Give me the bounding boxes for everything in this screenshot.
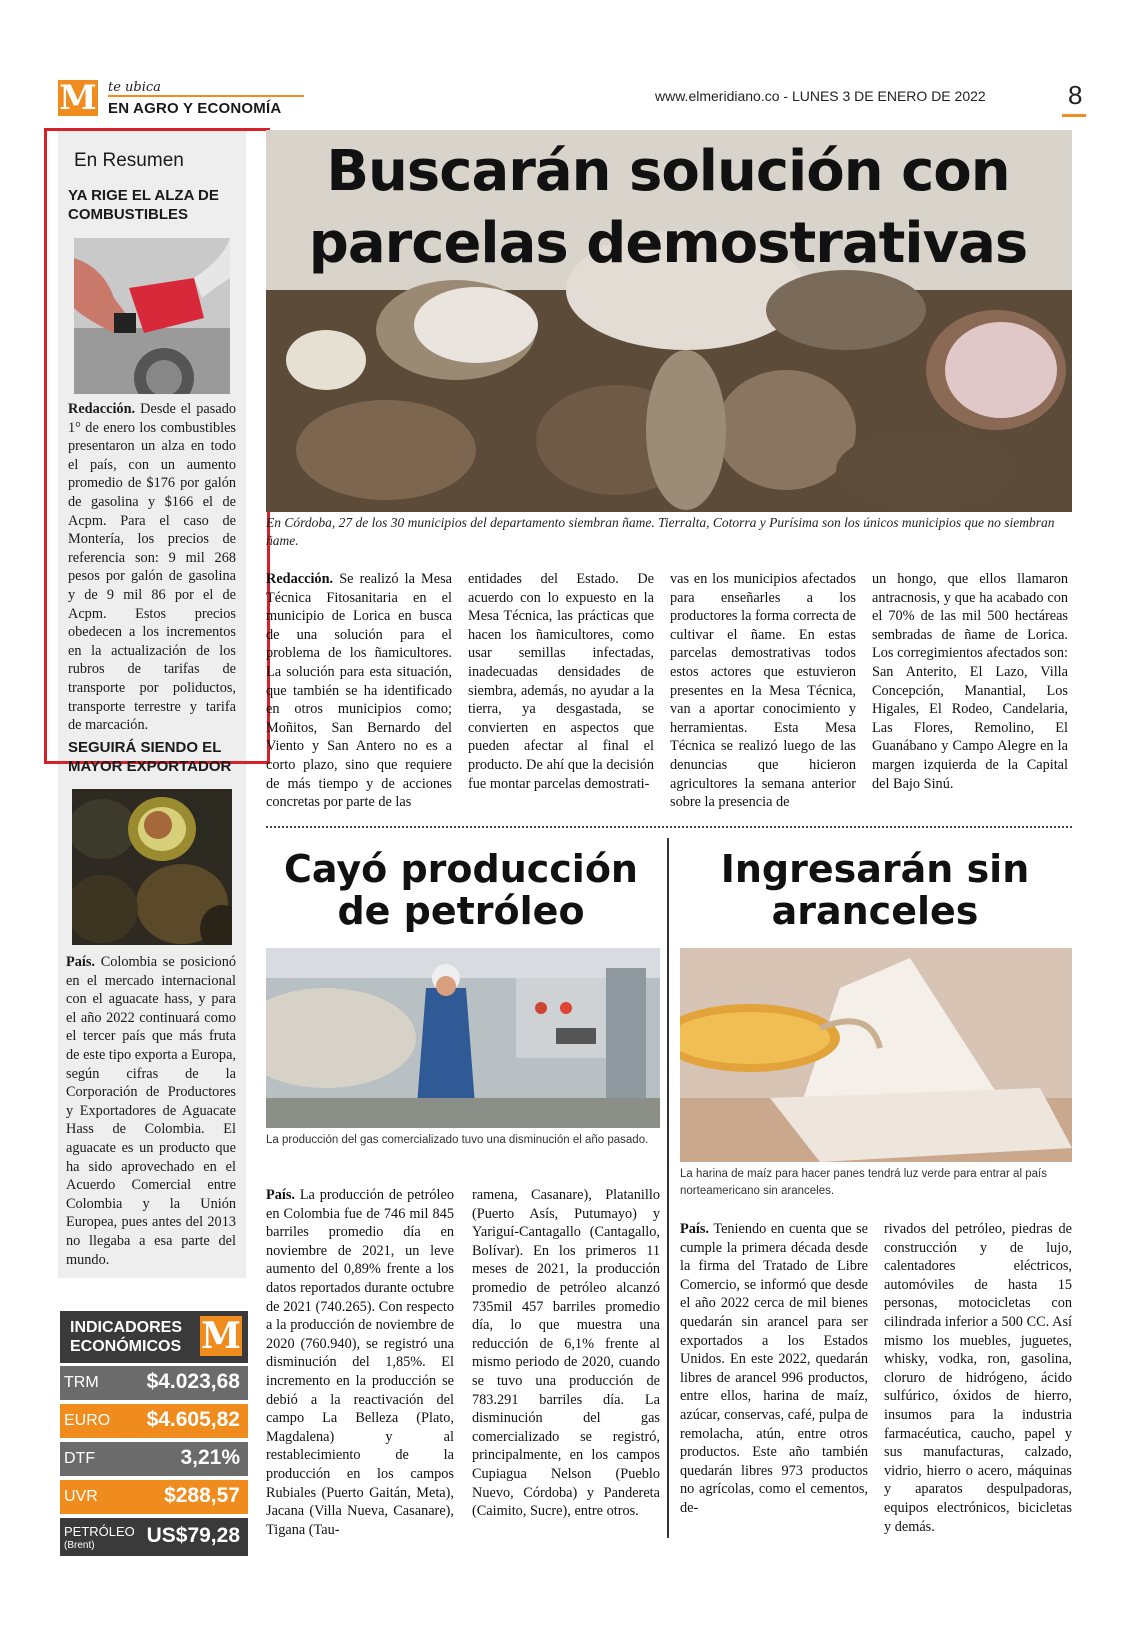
page-number-rule: [1062, 114, 1086, 117]
section-kicker: te ubica: [108, 80, 161, 95]
main-byline: Redacción.: [266, 571, 334, 587]
tariff-photo-caption: La harina de maíz para hacer panes tendrá luz verde para entrar al país norteamericano sin aranceles.: [680, 1168, 1047, 1197]
story2-text: Colombia se posicionó en el mercado internacional con el aguacate hass, y para el año 2022 continuará como el tercer país que más fruta de este tipo exporta a Europa, según cifras de la Corporación de Productores y Exportadores de Aguacate Hass de Colombia. El aguacate es un producto que ha sido aprovechado en el Acuerdo Comercial entre Colombia y la Unión Europea, pues antes del 2013 no llegaba a esa parte del mundo.: [66, 954, 236, 1268]
tariff-headline: Ingresarán sin aranceles: [720, 847, 1030, 933]
oil-byline: País.: [266, 1187, 295, 1203]
indicators-title: [70, 1318, 182, 1356]
indicator-label: UVR: [64, 1488, 98, 1505]
corn-flour-illustration: [680, 948, 1072, 1162]
indicator-row-trm: [60, 1366, 248, 1400]
section-title: EN AGRO Y ECONOMÍA: [108, 100, 282, 117]
main-col-3: vas en los municipios afectados para enseñarles a los productores la forma correcta de cultivar el ñame. En estas parcelas demostrativas todos estos actores que estuvieron presentes en la Mesa Técnica, van a aportar conocimiento y herramientas. Esta Mesa Técnica se realizó luego de las denuncias que hicieron agricultores la semana anterior sobre la presencia de: [670, 571, 856, 811]
avocado-illustration: [72, 789, 232, 945]
indicator-row-uvr: [60, 1480, 248, 1514]
indicator-value: $4.023,68: [146, 1370, 240, 1393]
indicators-logo: M: [201, 1315, 241, 1357]
story1-heading: YA RIGE EL ALZA DE COMBUSTIBLES: [68, 187, 219, 223]
oil-headline: Cayó producción de petróleo: [283, 847, 638, 933]
main-headline: Buscarán solución con parcelas demostrativas: [308, 139, 1028, 276]
indicator-label: DTF: [64, 1450, 96, 1467]
indicator-row-petroleo: [60, 1518, 248, 1556]
tariff-col-1-text: Teniendo en cuenta que se cumple la primera década desde la firma del Tratado de Libre Comercio, se informó que desde el año 2022 cerca de mil bienes quedarán sin arancel para ser exportados a los Estados Unidos. En este 2022, quedarán libres de arancel 996 productos, entre ellos, harina de maíz, azúcar, conservas, café, pulpa de remolacha, atún, entre otros productos. Este año también quedarán libres 973 productos no agrícolas, como el cementos, de-: [680, 1221, 868, 1516]
main-col-4: un hongo, que ellos llamaron antracnosis, y que ha acabado con el 70% de las mil 500 hectáreas sembradas de ñame de Lorica. Los corregimientos afectados son: San Anterito, El Lazo, Villa Concepción, Manantial, Los Higales, El Rodeo, Candelaria, Las Flores, Remolino, El Guanábano y Campo Alegre en la margen izquierda de la Capital del Bajo Sinú.: [872, 571, 1068, 792]
column-divider: [667, 838, 669, 1538]
story2-body: [66, 953, 236, 1269]
tariff-byline: País.: [680, 1221, 709, 1237]
main-photo-caption: En Córdoba, 27 de los 30 municipios del departamento siembran ñame. Tierralta, Cotorra y Purísima son los únicos municipios que no siembran ñame.: [266, 515, 1055, 548]
oil-worker-photo: [266, 948, 660, 1128]
main-col-1: [266, 570, 452, 812]
site-date[interactable]: www.elmeridiano.co - LUNES 3 DE ENERO DE 2022: [655, 88, 986, 104]
oil-col-1-text: La producción de petróleo en Colombia fue de 746 mil 845 barriles promedio día en noviembre de 2021, un leve aumento del 0,89% frente a los datos reportados durante octubre de 2021 (740.265). Con respecto a la producción de noviembre de 2020 (760.940), se registró una disminución del 1,85%. El incremento en la producción se debió a la reactivación del campo La Belleza (Plato, Magdalena) y al restablecimiento de la producción en los campos Rubiales (Puerto Gaitán, Meta), Jacana (Villa Nueva, Casanare), Tigana (Tau-: [266, 1187, 455, 1538]
oil-col-1: [266, 1186, 454, 1539]
indicator-value: 3,21%: [180, 1446, 240, 1469]
main-col-1-text: Se realizó la Mesa Técnica Fitosanitaria en el municipio de Lorica en busca de una solución para el problema de los ñamicultores. La solución para esta situación, que también se ha identificado en otros municipios como; Moñitos, San Bernardo del Viento y San Antero no es a corto plazo, sino que requiere de más tiempo y de acciones concretas por parte de las: [266, 571, 452, 811]
story1-text: Desde el pasado 1° de enero los combustibles presentaron un alza en todo el país, con un aumento promedio de $176 por galón de gasolina y $166 el de Acpm. Para el caso de Montería, los precios de referencia son: 9 mil 268 pesos por galón de gasolina y de 9 mil 86 por el de Acpm. Estos precios obedecen a los incrementos en la actualización de los rubros de tarifas de transporte por poliductos, transporte terrestre y tarifa de marcación.: [68, 401, 236, 734]
tariff-col-1: [680, 1220, 868, 1518]
page-number: 8: [1068, 80, 1083, 110]
tariff-col-2: rivados del petróleo, piedras de construcción y de lujo, calentadores eléctricos, automóviles de hasta 15 personas, motocicletas con cilindrada inferior a 500 CC. Así mismo los muebles, juguetes, whisky, vodka, ron, gasolina, cloruro de hidrógeno, ácido sulfúrico, óxidos de hierro, insumos para la industria farmacéutica, caucho, papel y sus manufacturas, calzado, vidrio, hierro o acero, máquinas y aparatos despulpadoras, equipos electrónicos, bicicletas y demás.: [884, 1221, 1072, 1535]
oil-worker-illustration: [266, 948, 660, 1128]
indicator-label: TRM: [64, 1374, 99, 1391]
oil-col-2: ramena, Casanare), Platanillo (Puerto Asís, Putumayo) y Yariguí-Cantagallo (Cantagallo, Bolívar). En los primeros 11 meses de 2021, la producción promedio de petróleo alcanzó 735mil 457 barriles promedio día, lo que muestra una reducción de 6,1% frente al mismo periodo de 2020, cuando se tuvo una producción de 783.291 barriles día. La disminución del gas comercializado se registró, principalmente, en los campos Cupiagua Nelson (Pueblo Nuevo, Córdoba) y Pandereta (Caimito, Sucre), entre otros.: [472, 1187, 660, 1520]
indicator-label: PETRÓLEO: [64, 1524, 135, 1539]
indicator-value: $288,57: [164, 1484, 240, 1507]
indicator-row-euro: [60, 1404, 248, 1438]
main-col-2: entidades del Estado. De acuerdo con lo expuesto en la Mesa Técnica, las prácticas que hacen los ñamicultores, como usar semillas infectadas, inadecuadas densidades de siembra, además, no ayudar a la tierra, ya desgastada, se convierten en aspectos que pueden afectar al final el producto. De ahí que la decisión fue montar parcelas demostrati-: [468, 571, 654, 792]
newspaper-logo: M: [59, 78, 97, 118]
indicator-label: EURO: [64, 1412, 111, 1429]
resumen-highlight-box: [44, 128, 270, 764]
indicator-value: $4.605,82: [146, 1408, 240, 1431]
indicators-title-line2: ECONÓMICOS: [70, 1338, 182, 1355]
resumen-title: En Resumen: [74, 150, 184, 171]
oil-photo-caption: La producción del gas comercializado tuvo una disminución el año pasado.: [266, 1134, 649, 1146]
story2-byline: País.: [66, 954, 95, 970]
section-divider: [266, 826, 1072, 828]
indicator-row-dtf: [60, 1442, 248, 1476]
corn-flour-photo: [680, 948, 1072, 1162]
avocado-photo: [72, 789, 232, 945]
section-rule: [108, 95, 304, 97]
indicator-value: US$79,28: [146, 1524, 240, 1547]
indicator-sublabel: (Brent): [64, 1540, 95, 1551]
story2-heading: SEGUIRÁ SIENDO EL MAYOR EXPORTADOR: [68, 739, 232, 775]
story1-byline: Redacción.: [68, 401, 136, 417]
indicators-title-line1: INDICADORES: [70, 1319, 183, 1336]
